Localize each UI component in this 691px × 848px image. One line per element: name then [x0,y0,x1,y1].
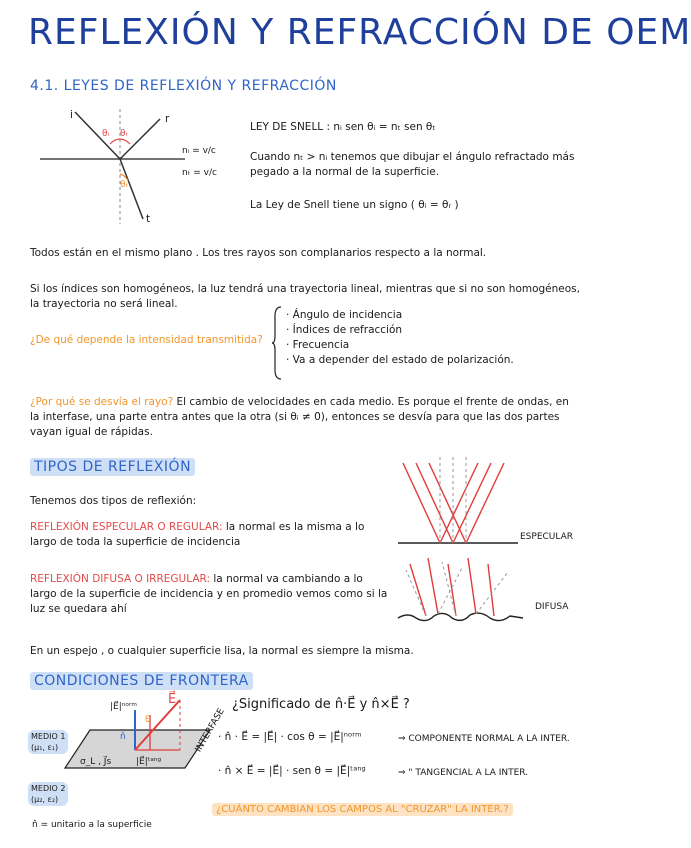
paragraph-homogeneous: Si los índices son homogéneos, la luz tendrá una trayectoria lineal, mientras que si no son homogéneos, la trayectoria no será lineal. [30,283,580,310]
brace-icon [272,306,282,380]
cross-product-eq: · n̂ × E⃗ = |E⃗| · sen θ = |E⃗|ᵗᵃⁿᵍ [218,765,366,777]
paragraph-coplanar: Todos están en el mismo plano . Los tres rayos son complanarios respecto a la normal. [30,247,487,259]
diffuse-figure [398,558,528,624]
section-heading-types: TIPOS DE REFLEXIÓN [30,459,195,475]
list-item: · Ángulo de incidencia [286,309,403,321]
index-nt: nₜ = v/c [182,168,217,178]
types-intro: Tenemos dos tipos de reflexión: [30,495,197,507]
medium-2-badge: MEDIO 2 (μ₂, ε₂) [28,782,68,806]
e-norm-label: |E⃗|ⁿᵒʳᵐ [110,702,137,712]
snell-note-1: Cuando nₜ > nᵢ tenemos que dibujar el ángulo refractado más pegado a la normal de la superficie. [250,151,575,178]
factor-list [286,308,514,368]
specular-desc [30,520,390,550]
dot-product-eq: · n̂ · E⃗ = |E⃗| · cos θ = |E⃗|ⁿᵒʳᵐ [218,731,362,743]
snell-law: LEY DE SNELL : nᵢ sen θᵢ = nₜ sen θₜ [250,121,436,133]
ray-label-i: i [70,109,73,121]
interface-label: INTERFASE [193,706,227,754]
list-item: · Va a depender del estado de polarización. [286,354,514,366]
normal-unit-note: n̂ = unitario a la superficie [32,820,152,830]
page-title: REFLEXIÓN Y REFRACCIÓN DE OEM [28,12,691,53]
e-vector-label: E⃗ [168,692,177,707]
index-ni: nᵢ = v/c [182,146,216,156]
list-item: · Índices de refracción [286,324,403,336]
mirror-note: En un espejo , o cualquier superficie lisa, la normal es siempre la misma. [30,645,414,657]
ray-label-r: r [165,113,170,125]
dot-product-meaning: ⇒ COMPONENTE NORMAL A LA INTER. [398,734,570,744]
angle-theta-i: θᵢ [102,129,110,139]
e-tang-label: |E⃗|ᵗᵃⁿᵍ [136,757,162,767]
angle-theta-r: θᵣ [120,129,128,139]
list-item: · Frecuencia [286,339,350,351]
specular-text: la normal es la misma a lo largo de toda la superficie de incidencia [30,521,365,548]
cross-product-meaning: ⇒ " TANGENCIAL A LA INTER. [398,768,529,778]
normal-vector-label: n̂ [120,732,126,742]
diffuse-desc [30,572,390,617]
theta-label: θ [145,715,151,725]
fields-change-question: ¿CUÁNTO CAMBIAN LOS CAMPOS AL "CRUZAR" LA INTER.? [212,802,513,817]
question-intensity: ¿De qué depende la intensidad transmitida? [30,334,263,346]
diffuse-figure-label: DIFUSA [535,602,569,612]
angle-theta-t: θₜ [120,180,129,190]
question-deviation: ¿Por qué se desvía el rayo? [30,396,174,408]
refraction-diagram [40,104,230,224]
section-heading-laws: 4.1. LEYES DE REFLEXIÓN Y REFRACCIÓN [30,78,337,94]
specular-label: REFLEXIÓN ESPECULAR O REGULAR: [30,521,223,533]
answer-deviation: El cambio de velocidades en cada medio. Es porque el frente de ondas, en la interfase, una parte entra antes que la otra (si θᵢ ≠ 0), entonces se desvía para que las dos partes vayan igual de rápidas. [30,396,569,438]
paragraph-deviation [30,395,575,440]
diffuse-label: REFLEXIÓN DIFUSA O IRREGULAR: [30,573,211,585]
diffuse-text: la normal va cambiando a lo largo de la superficie de incidencia y en promedio vemos como si la luz se quedara ahí [30,573,388,615]
specular-figure-label: ESPECULAR [520,532,574,542]
section-heading-boundary: CONDICIONES DE FRONTERA [30,673,253,689]
snell-note-2: La Ley de Snell tiene un signo ( θᵢ = θᵣ ) [250,199,459,211]
surface-charge-label: σ_L , J⃗s [80,757,112,767]
ray-label-t: t [146,213,151,225]
medium-1-badge: MEDIO 1 (μ₁, ε₁) [28,730,68,754]
specular-figure [398,455,518,545]
meaning-question: ¿Significado de n̂·E⃗ y n̂×E⃗ ? [232,697,410,712]
